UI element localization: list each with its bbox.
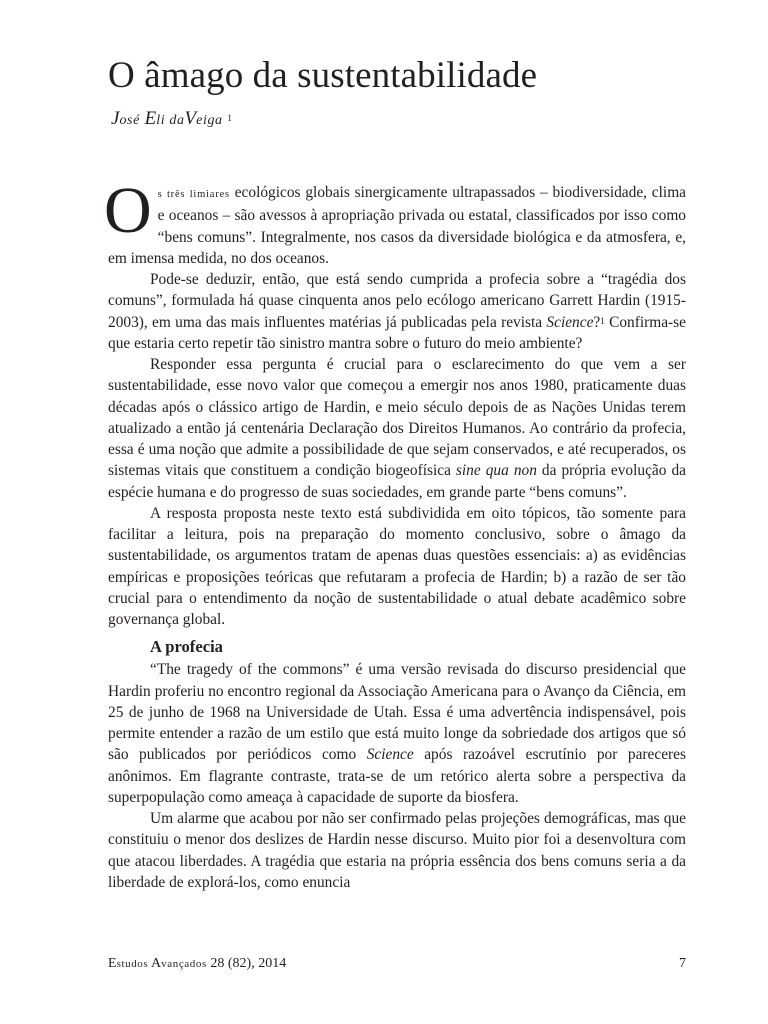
journal-smallcaps: vançados <box>161 958 207 970</box>
journal-citation <box>108 956 286 972</box>
author-smallcaps: eiga <box>196 113 223 128</box>
drop-cap: O <box>104 174 152 247</box>
author-footnote-marker[interactable]: 1 <box>227 113 232 123</box>
italic-term: Science <box>546 313 594 331</box>
page-content <box>104 52 687 893</box>
paragraph-4: A resposta proposta neste texto está subdividida em oito tópicos, tão somente para facilitar a leitura, pois na preparação do momento conclusivo, sobre o âmago da sustentabilidade, os argumentos tratam de apenas duas questões essenciais: a) as evidências empíricas e proposições teóricas que refutaram a profecia de Hardin; b) a razão de ser tão crucial para o entendimento da noção de sustentabilidade o atual debate acadêmico sobre governança global. <box>108 504 686 628</box>
page-footer <box>108 956 686 972</box>
journal-issue: 28 (82), 2014 <box>210 956 287 971</box>
journal-initial: A <box>151 956 162 971</box>
paragraph-text: Confirma-se que estaria certo repetir tão sinistro mantra sobre o futuro do meio ambiente? <box>108 313 687 352</box>
paragraph-text: ? <box>593 313 601 331</box>
opening-smallcaps: s três limiares <box>157 189 230 200</box>
paragraph-2 <box>108 269 686 354</box>
article-body <box>104 174 687 893</box>
author-smallcaps: li da <box>156 113 185 128</box>
author-line <box>111 107 686 133</box>
paragraph-text: “The tragedy of the commons” é uma versão revisada do discurso presidencial que Hardin proferiu no encontro regional da Associação Americana para o Avanço da Ciência, em 25 de junho de 1968 na Universidade de Utah. Essa é uma advertência indispensável, pois permite entender a razão de um estilo que está muito longe da sobriedade dos artigos que só são publicados por periódicos como <box>108 661 686 764</box>
journal-initial: E <box>108 956 117 971</box>
paragraph-text: Pode-se deduzir, então, que está sendo cumprida a profecia sobre a “tragédia dos comuns”, formulada há quase cinquenta anos pelo ecólogo americano Garrett Hardin (1915-2003), em uma das mais influentes matérias já publicadas pela revista <box>108 271 686 331</box>
paragraph-text: após razoável escrutínio por pareceres anônimos. Em flagrante contraste, trata-se de um retórico alerta sobre a perspectiva da superpopulação como ameaça à capacidade de suporte da biosfera. <box>108 746 686 806</box>
author-smallcaps: osé <box>119 113 140 128</box>
paragraph-text: ecológicos globais sinergicamente ultrapassados – biodiversidade, clima e oceanos – são avessos à apropriação privada ou estatal, classificados por isso como “bens comuns”. Integralmente, nos casos da diversidade biológica e da atmosfera, e, em imensa medida, no dos oceanos. <box>108 184 686 267</box>
italic-term: Science <box>366 746 414 764</box>
article-title: O âmago da sustentabilidade <box>108 55 538 96</box>
paragraph-5 <box>108 659 686 808</box>
footnote-marker[interactable]: 1 <box>600 315 605 326</box>
author-initial: E <box>144 108 157 129</box>
author-initial: J <box>111 108 120 129</box>
paragraph-1 <box>104 174 686 269</box>
journal-smallcaps: studos <box>116 958 149 970</box>
page-number: 7 <box>679 956 686 971</box>
paragraph-3 <box>108 354 686 503</box>
paragraph-6: Um alarme que acabou por não ser confirmado pelas projeções demográficas, mas que constituiu o menor dos deslizes de Hardin nesse discurso. Muito pior foi a desenvoltura com que atacou liberdades. A tragédia que estaria na própria essência dos bens comuns seria a da liberdade de explorá-los, como enuncia <box>108 810 686 891</box>
section-heading: A profecia <box>150 637 223 657</box>
paragraph-text: da própria evolução da espécie humana e do progresso de suas sociedades, em grande parte “bens comuns”. <box>108 462 686 501</box>
italic-term: sine qua non <box>455 462 537 480</box>
author-initial: V <box>184 108 197 129</box>
author-name <box>111 108 223 129</box>
paragraph-text: Responder essa pergunta é crucial para o esclarecimento do que vem a ser sustentabilidade, esse novo valor que começou a emergir nos anos 1980, praticamente duas décadas após o clássico artigo de Hardin, e meio século depois de as Nações Unidas terem atualizado a então já centenária Declaração dos Direitos Humanos. Ao contrário da profecia, essa é uma noção que admite a possibilidade de que sejam conservados, e até recuperados, os sistemas vitais que constituem a condição biogeofísica <box>108 356 686 480</box>
